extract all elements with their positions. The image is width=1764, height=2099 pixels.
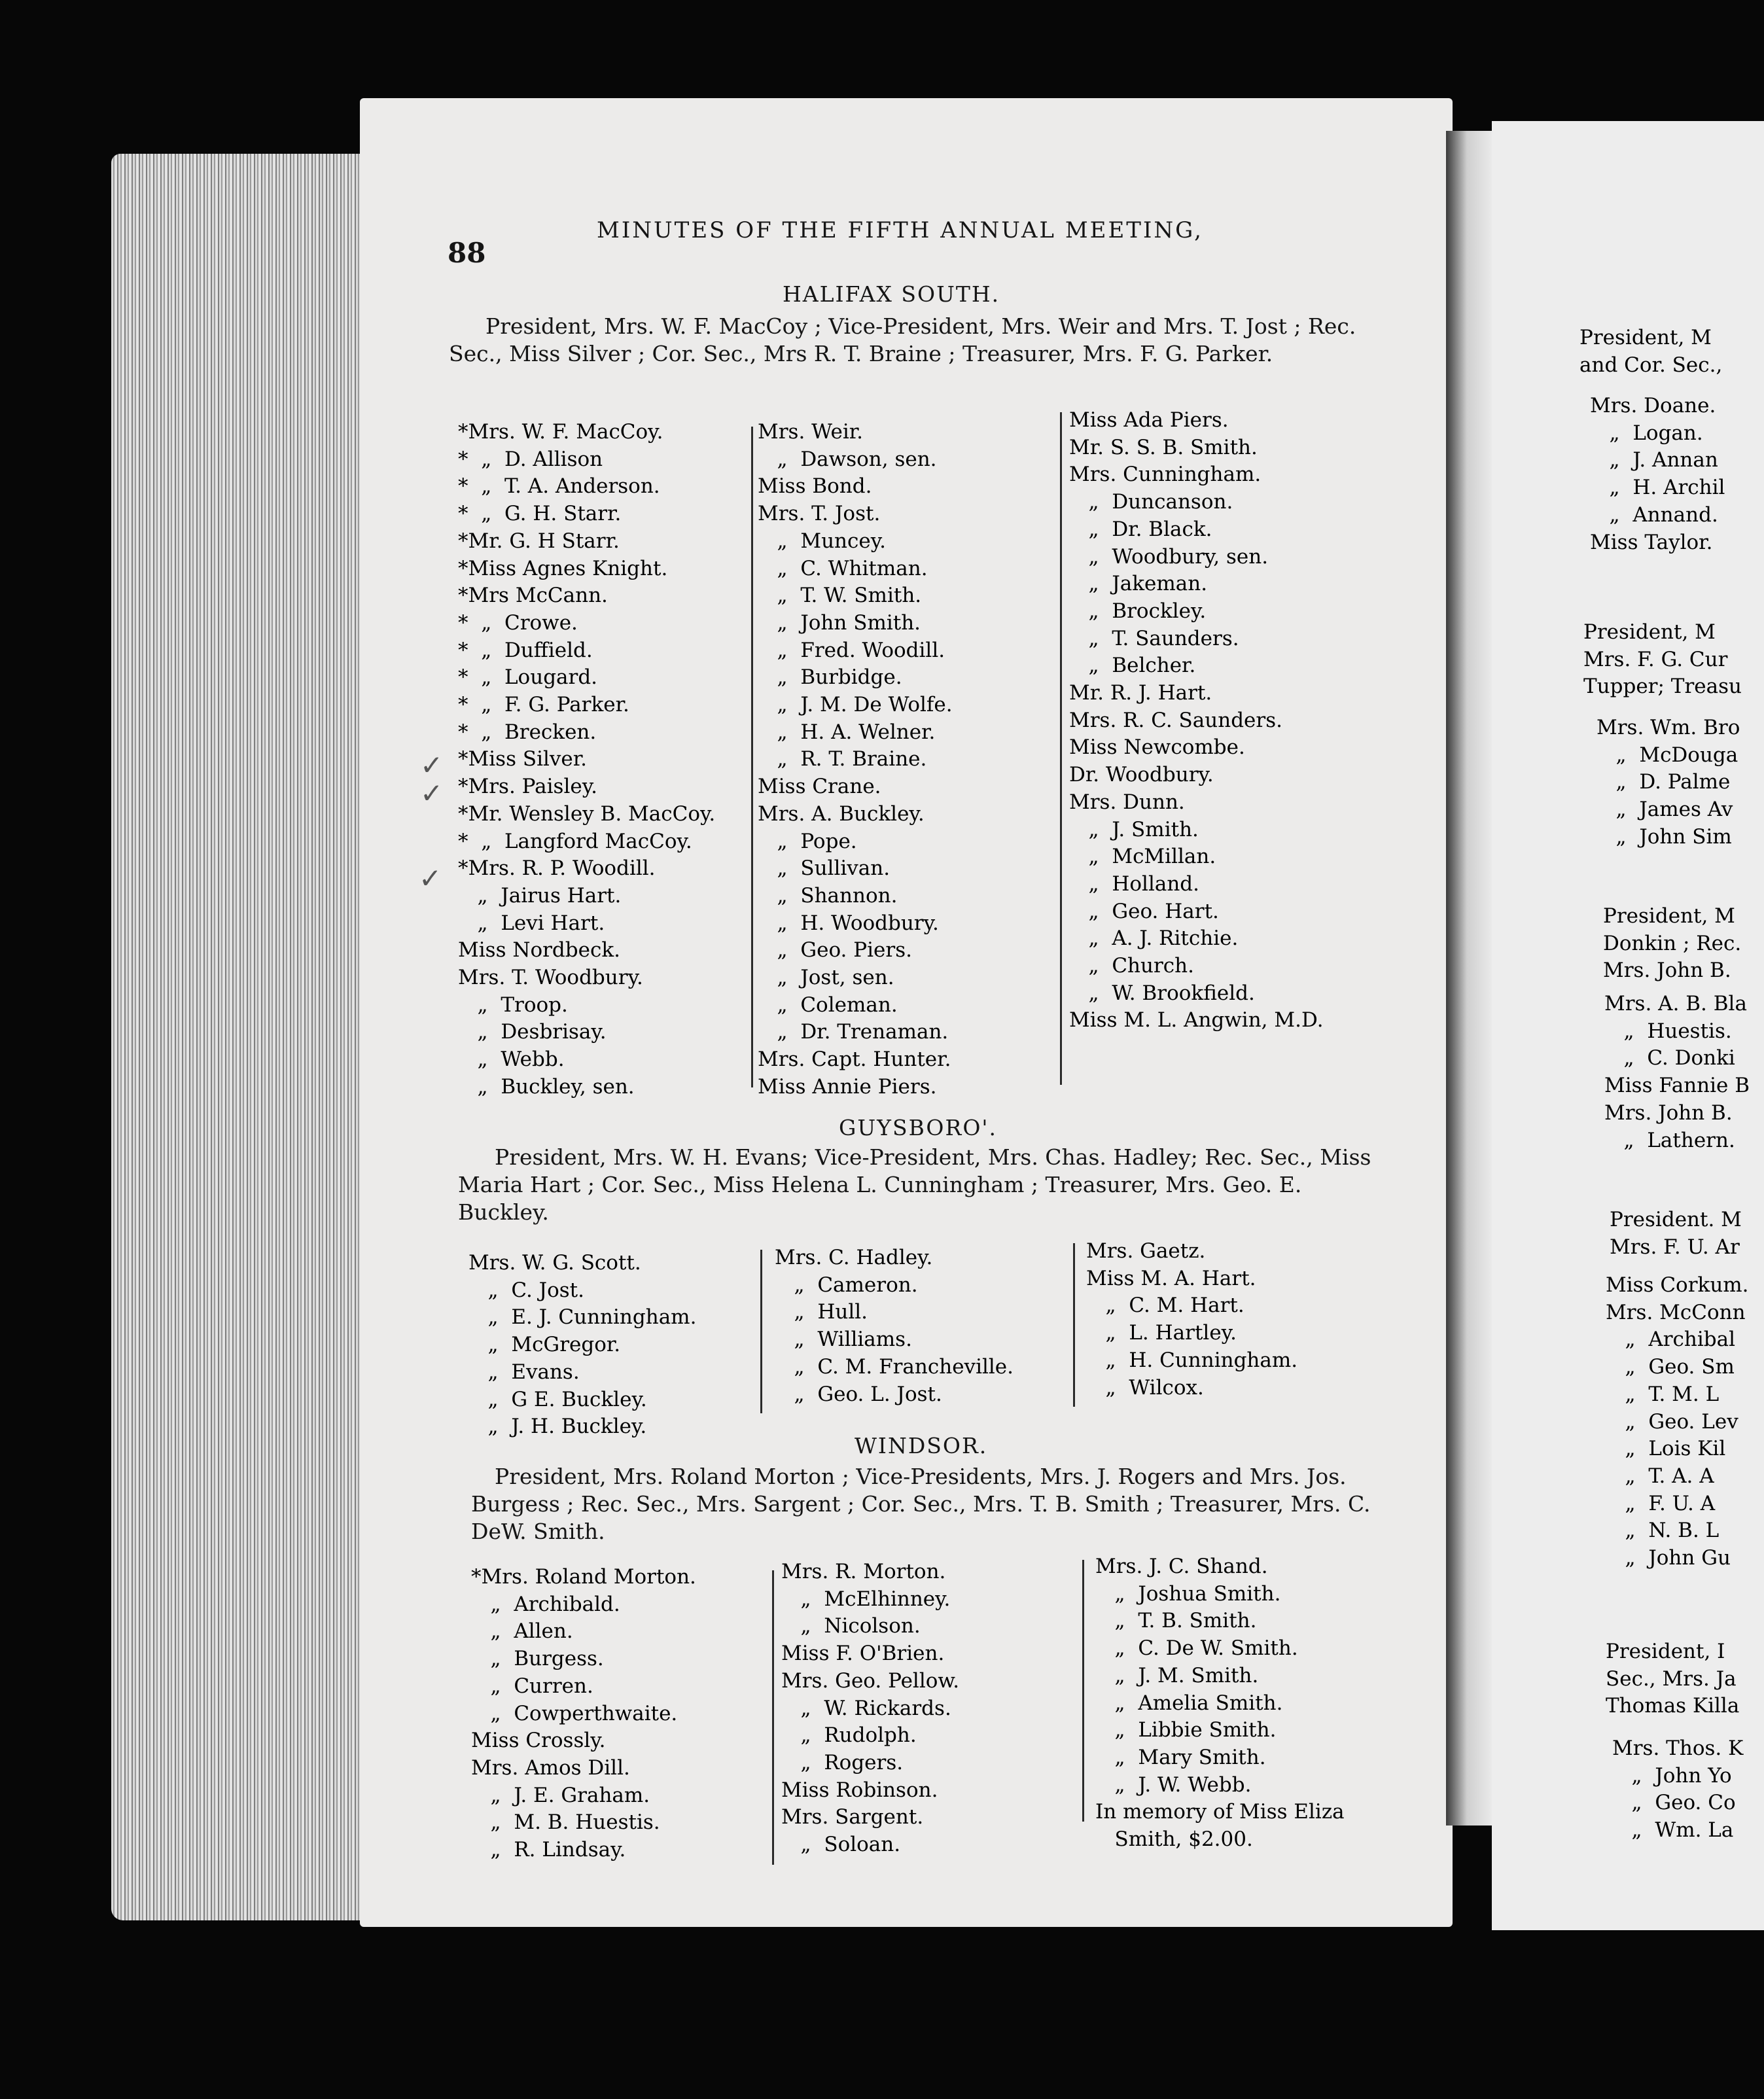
list-item: „ J. M. Smith. — [1095, 1663, 1259, 1687]
column-divider — [772, 1570, 774, 1865]
list-item: „ Geo. Piers. — [758, 938, 912, 962]
list-item: „ Lathern. — [1604, 1128, 1735, 1152]
facing-page-line: Sec., Mrs. Ja — [1606, 1667, 1737, 1691]
halifax-south-members-col1 — [458, 419, 715, 1101]
list-item: „ J. H. Buckley. — [468, 1415, 647, 1439]
list-item: „ Logan. — [1590, 421, 1703, 445]
list-item: „ Pope. — [758, 829, 857, 853]
list-item: Mrs. A. Buckley. — [758, 802, 925, 826]
list-item: „ Duncanson. — [1069, 490, 1233, 514]
list-item: „ Fred. Woodill. — [758, 638, 945, 662]
list-item: Miss F. O'Brien. — [781, 1642, 945, 1666]
list-item: * „ Langford MacCoy. — [458, 829, 692, 853]
list-item: *Mr. Wensley B. MacCoy. — [458, 802, 716, 826]
list-item: In memory of Miss Eliza — [1095, 1800, 1345, 1824]
list-item: „ C. M. Francheville. — [775, 1354, 1014, 1379]
list-item: „ Hull. — [775, 1300, 868, 1324]
list-item: * „ Duffield. — [458, 638, 593, 662]
facing-page-line: Mrs. F. G. Cur — [1583, 647, 1728, 671]
list-item: „ John Smith. — [758, 610, 921, 635]
list-item: „ Geo. Co — [1612, 1791, 1736, 1815]
list-item: „ Annand. — [1590, 503, 1718, 527]
list-item: Mrs. Doane. — [1590, 394, 1716, 417]
list-item: „ G E. Buckley. — [468, 1387, 647, 1411]
list-item: *Miss Agnes Knight. — [458, 556, 668, 580]
list-item: „ John Sim — [1596, 824, 1732, 849]
list-item: Mrs. W. G. Scott. — [468, 1251, 641, 1275]
list-item: „ H. Cunningham. — [1086, 1348, 1298, 1372]
list-item: „ Mary Smith. — [1095, 1745, 1266, 1769]
list-item: Mr. S. S. B. Smith. — [1069, 435, 1258, 459]
list-item: * „ T. A. Anderson. — [458, 474, 660, 499]
facing-page-members-2 — [1596, 714, 1740, 851]
list-item: Miss Bond. — [758, 474, 872, 499]
section-heading-guysboro: GUYSBORO'. — [839, 1115, 997, 1140]
list-item: „ W. Rickards. — [781, 1696, 951, 1720]
list-item: „ A. J. Ritchie. — [1069, 926, 1239, 951]
list-item: „ Desbrisay. — [458, 1020, 607, 1044]
list-item: „ Geo. Lev — [1606, 1409, 1738, 1434]
list-item: „ Geo. L. Jost. — [775, 1382, 942, 1406]
list-item: Mrs. McConn — [1606, 1300, 1746, 1324]
list-item: Miss Crane. — [758, 775, 881, 799]
running-head: MINUTES OF THE FIFTH ANNUAL MEETING, — [597, 217, 1203, 243]
list-item: Mrs. J. C. Shand. — [1095, 1555, 1268, 1578]
facing-page-line: Mrs. John B. — [1603, 959, 1731, 983]
book-page-edges — [111, 154, 366, 1920]
facing-page-line: Thomas Killa — [1606, 1694, 1740, 1718]
list-item: Mrs. T. Jost. — [758, 502, 881, 526]
list-item: „ Sullivan. — [758, 856, 891, 881]
list-item: „ Rudolph. — [781, 1723, 917, 1748]
facing-page-officers-5 — [1606, 1638, 1739, 1720]
list-item: „ H. A. Welner. — [758, 720, 936, 744]
list-item: * „ G. H. Starr. — [458, 502, 622, 526]
facing-page-officers-1 — [1579, 325, 1722, 379]
facing-page-line: Mrs. F. U. Ar — [1610, 1235, 1740, 1259]
list-item: „ Woodbury, sen. — [1069, 544, 1269, 569]
list-item: Mr. R. J. Hart. — [1069, 681, 1212, 705]
list-item: „ C. De W. Smith. — [1095, 1636, 1298, 1661]
facing-page-line: President. M — [1610, 1208, 1742, 1231]
section-heading-windsor: WINDSOR. — [855, 1433, 988, 1458]
list-item: *Mr. G. H Starr. — [458, 529, 620, 553]
list-item: „ C. M. Hart. — [1086, 1294, 1244, 1318]
list-item: Miss Annie Piers. — [758, 1074, 937, 1099]
page-number: 88 — [448, 237, 486, 269]
list-item: „ John Yo — [1612, 1763, 1732, 1788]
windsor-members-col1 — [471, 1564, 696, 1864]
list-item: „ T. Saunders. — [1069, 626, 1239, 650]
list-item: * „ Brecken. — [458, 720, 597, 744]
list-item: „ C. Jost. — [468, 1278, 584, 1302]
list-item: Mrs. C. Hadley. — [775, 1246, 933, 1269]
guysboro-members-col2 — [775, 1244, 1014, 1408]
list-item: „ Amelia Smith. — [1095, 1691, 1283, 1715]
list-item: „ Belcher. — [1069, 654, 1196, 678]
list-item: Mrs. R. Morton. — [781, 1560, 946, 1583]
list-item: „ Burbidge. — [758, 665, 902, 690]
list-item: „ E. J. Cunningham. — [468, 1305, 697, 1330]
facing-page-line: President, M — [1583, 620, 1716, 644]
list-item: Smith, $2.00. — [1095, 1827, 1253, 1852]
list-item: Dr. Woodbury. — [1069, 763, 1214, 787]
list-item: Miss Ada Piers. — [1069, 408, 1229, 432]
list-item: „ Joshua Smith. — [1095, 1581, 1281, 1606]
list-item: Miss Crossly. — [471, 1729, 606, 1753]
list-item: Mrs. Sargent. — [781, 1805, 924, 1829]
list-item: „ C. Donki — [1604, 1046, 1735, 1070]
list-item: Mrs. Geo. Pellow. — [781, 1668, 960, 1693]
facing-page-line: and Cor. Sec., — [1579, 353, 1723, 377]
list-item: Miss M. A. Hart. — [1086, 1266, 1256, 1290]
list-item: Mrs. R. C. Saunders. — [1069, 708, 1282, 732]
facing-page-members-4 — [1606, 1272, 1749, 1572]
column-divider — [751, 427, 753, 1087]
list-item: „ T. M. L — [1606, 1382, 1720, 1406]
list-item: Miss Robinson. — [781, 1778, 938, 1802]
windsor-members-col3 — [1095, 1553, 1345, 1854]
list-item: „ H. Woodbury. — [758, 911, 939, 935]
list-item: „ Burgess. — [471, 1647, 604, 1671]
list-item: „ H. Archil — [1590, 476, 1725, 500]
list-item: „ Nicolson. — [781, 1614, 921, 1638]
list-item: „ Jairus Hart. — [458, 883, 622, 908]
list-item: „ Curren. — [471, 1674, 593, 1698]
list-item: *Mrs. W. F. MacCoy. — [458, 420, 663, 444]
list-item: „ Lois Kil — [1606, 1437, 1726, 1461]
list-item: „ John Gu — [1606, 1546, 1731, 1570]
column-divider — [760, 1250, 762, 1413]
facing-page-members-5 — [1612, 1735, 1743, 1844]
guysboro-members-col3 — [1086, 1238, 1297, 1402]
list-item: „ Church. — [1069, 954, 1194, 978]
facing-page-line: President, I — [1606, 1640, 1725, 1663]
list-item: „ T. W. Smith. — [758, 584, 922, 608]
list-item: Miss Nordbeck. — [458, 938, 620, 962]
list-item: *Miss Silver. — [458, 747, 588, 771]
list-item: Mrs. Gaetz. — [1086, 1239, 1206, 1263]
facing-page-members-3 — [1604, 991, 1750, 1154]
list-item: Mrs. Weir. — [758, 420, 864, 444]
list-item: „ Archibald. — [471, 1592, 620, 1616]
list-item: „ Allen. — [471, 1619, 573, 1644]
list-item: Mrs. Dunn. — [1069, 790, 1185, 814]
list-item: Mrs. Cunningham. — [1069, 463, 1261, 487]
list-item: „ James Av — [1596, 798, 1733, 822]
list-item: „ Williams. — [775, 1328, 912, 1352]
facing-page-line: President, M — [1603, 904, 1735, 928]
list-item: Miss Taylor. — [1590, 530, 1713, 554]
list-item: „ Huestis. — [1604, 1019, 1732, 1043]
list-item: Miss Corkum. — [1606, 1273, 1749, 1297]
list-item: „ J. Smith. — [1069, 817, 1199, 841]
column-divider — [1082, 1560, 1084, 1822]
check-mark-3: ✓ — [419, 862, 442, 894]
list-item: Miss M. L. Angwin, M.D. — [1069, 1008, 1324, 1032]
list-item: „ Wm. La — [1612, 1818, 1734, 1843]
section-heading-halifax-south: HALIFAX SOUTH. — [783, 281, 1000, 307]
list-item: Mrs. Thos. K — [1612, 1737, 1744, 1760]
halifax-south-officers: President, Mrs. W. F. MacCoy ; Vice-President, Mrs. Weir and Mrs. T. Jost ; Rec. Sec., Miss Silver ; Cor. Sec., Mrs R. T. Braine ; Treasurer, Mrs. F. G. Parker. — [449, 313, 1356, 366]
windsor-members-col2 — [781, 1559, 959, 1859]
list-item: „ Dr. Black. — [1069, 517, 1212, 541]
list-item: „ C. Whitman. — [758, 556, 928, 580]
list-item: „ Levi Hart. — [458, 911, 605, 935]
facing-page-line: Donkin ; Rec. — [1603, 931, 1742, 955]
list-item: Mrs. Amos Dill. — [471, 1755, 630, 1780]
list-item: „ Evans. — [468, 1360, 580, 1384]
list-item: „ McMillan. — [1069, 845, 1216, 869]
list-item: „ Archibal — [1606, 1328, 1736, 1352]
list-item: Miss Newcombe. — [1069, 735, 1245, 760]
list-item: „ Buckley, sen. — [458, 1074, 635, 1099]
list-item: Mrs. Wm. Bro — [1596, 716, 1740, 739]
list-item: „ Geo. Hart. — [1069, 899, 1219, 923]
halifax-south-members-col2 — [758, 419, 953, 1101]
list-item: „ McElhinney. — [781, 1587, 951, 1611]
list-item: *Mrs. R. P. Woodill. — [458, 856, 656, 881]
list-item: „ Dr. Trenaman. — [758, 1020, 949, 1044]
list-item: „ McDouga — [1596, 743, 1738, 767]
list-item: Mrs. Capt. Hunter. — [758, 1048, 951, 1072]
book-gutter — [1446, 131, 1498, 1826]
list-item: „ J. M. De Wolfe. — [758, 693, 953, 717]
list-item: „ Coleman. — [758, 993, 898, 1017]
windsor-officers: President, Mrs. Roland Morton ; Vice-Presidents, Mrs. J. Rogers and Mrs. Jos. Burgess ; Rec. Sec., Mrs. Sargent ; Cor. Sec., Mrs. T. B. Smith ; Treasurer, Mrs. C. DeW. Smith. — [471, 1464, 1371, 1544]
list-item: „ T. B. Smith. — [1095, 1609, 1257, 1633]
list-item: „ Jost, sen. — [758, 966, 894, 990]
list-item: Miss Fannie B — [1604, 1074, 1750, 1098]
list-item: „ Brockley. — [1069, 599, 1207, 623]
list-item: „ Troop. — [458, 993, 568, 1017]
facing-page-line: Tupper; Treasu — [1583, 675, 1742, 699]
list-item: „ Rogers. — [781, 1750, 904, 1774]
facing-page-line: President, M — [1579, 326, 1712, 349]
list-item: „ R. Lindsay. — [471, 1838, 626, 1862]
list-item: *Mrs. Roland Morton. — [471, 1565, 696, 1589]
list-item: „ Muncey. — [758, 529, 886, 553]
facing-page-officers-3 — [1603, 903, 1741, 985]
list-item: „ L. Hartley. — [1086, 1321, 1237, 1345]
list-item: „ N. B. L — [1606, 1519, 1720, 1543]
column-divider — [1073, 1243, 1075, 1407]
list-item: * „ D. Allison — [458, 447, 603, 471]
list-item: „ D. Palme — [1596, 770, 1731, 794]
facing-page-officers-2 — [1583, 619, 1742, 701]
list-item: „ T. A. A — [1606, 1464, 1714, 1488]
list-item: „ Cowperthwaite. — [471, 1701, 678, 1725]
list-item: „ Dawson, sen. — [758, 447, 937, 471]
list-item: „ Soloan. — [781, 1833, 901, 1857]
list-item: *Mrs McCann. — [458, 584, 608, 608]
list-item: „ J. W. Webb. — [1095, 1773, 1252, 1797]
list-item: * „ F. G. Parker. — [458, 693, 629, 717]
list-item: „ Wilcox. — [1086, 1375, 1204, 1400]
list-item: „ Holland. — [1069, 872, 1200, 896]
list-item: „ W. Brookfield. — [1069, 981, 1255, 1005]
guysboro-officers: President, Mrs. W. H. Evans; Vice-President, Mrs. Chas. Hadley; Rec. Sec., Miss Maria Hart ; Cor. Sec., Miss Helena L. Cunningham ; Treasurer, Mrs. Geo. E. Buckley. — [458, 1144, 1371, 1225]
list-item: „ Libbie Smith. — [1095, 1718, 1277, 1742]
check-mark-2: ✓ — [420, 777, 444, 809]
check-mark-1: ✓ — [420, 749, 444, 781]
list-item: „ J. E. Graham. — [471, 1783, 650, 1807]
list-item: „ F. U. A — [1606, 1491, 1716, 1515]
list-item: Mrs. John B. — [1604, 1101, 1733, 1125]
list-item: * „ Crowe. — [458, 610, 578, 635]
list-item: *Mrs. Paisley. — [458, 775, 597, 799]
guysboro-members-col1 — [468, 1250, 696, 1441]
list-item: Mrs. A. B. Bla — [1604, 992, 1747, 1015]
list-item: „ Jakeman. — [1069, 572, 1208, 596]
list-item: „ R. T. Braine. — [758, 747, 927, 771]
list-item: „ Geo. Sm — [1606, 1355, 1735, 1379]
halifax-south-members-col3 — [1069, 407, 1324, 1034]
facing-page-officers-4 — [1610, 1207, 1742, 1261]
column-divider — [1060, 412, 1062, 1085]
facing-page-members-1 — [1590, 393, 1725, 556]
list-item: „ Cameron. — [775, 1273, 918, 1297]
list-item: * „ Lougard. — [458, 665, 598, 690]
list-item: Mrs. T. Woodbury. — [458, 966, 643, 990]
list-item: „ McGregor. — [468, 1333, 621, 1357]
list-item: „ Webb. — [458, 1048, 565, 1072]
list-item: „ Shannon. — [758, 883, 898, 908]
list-item: „ M. B. Huestis. — [471, 1810, 660, 1835]
list-item: „ J. Annan — [1590, 448, 1718, 472]
